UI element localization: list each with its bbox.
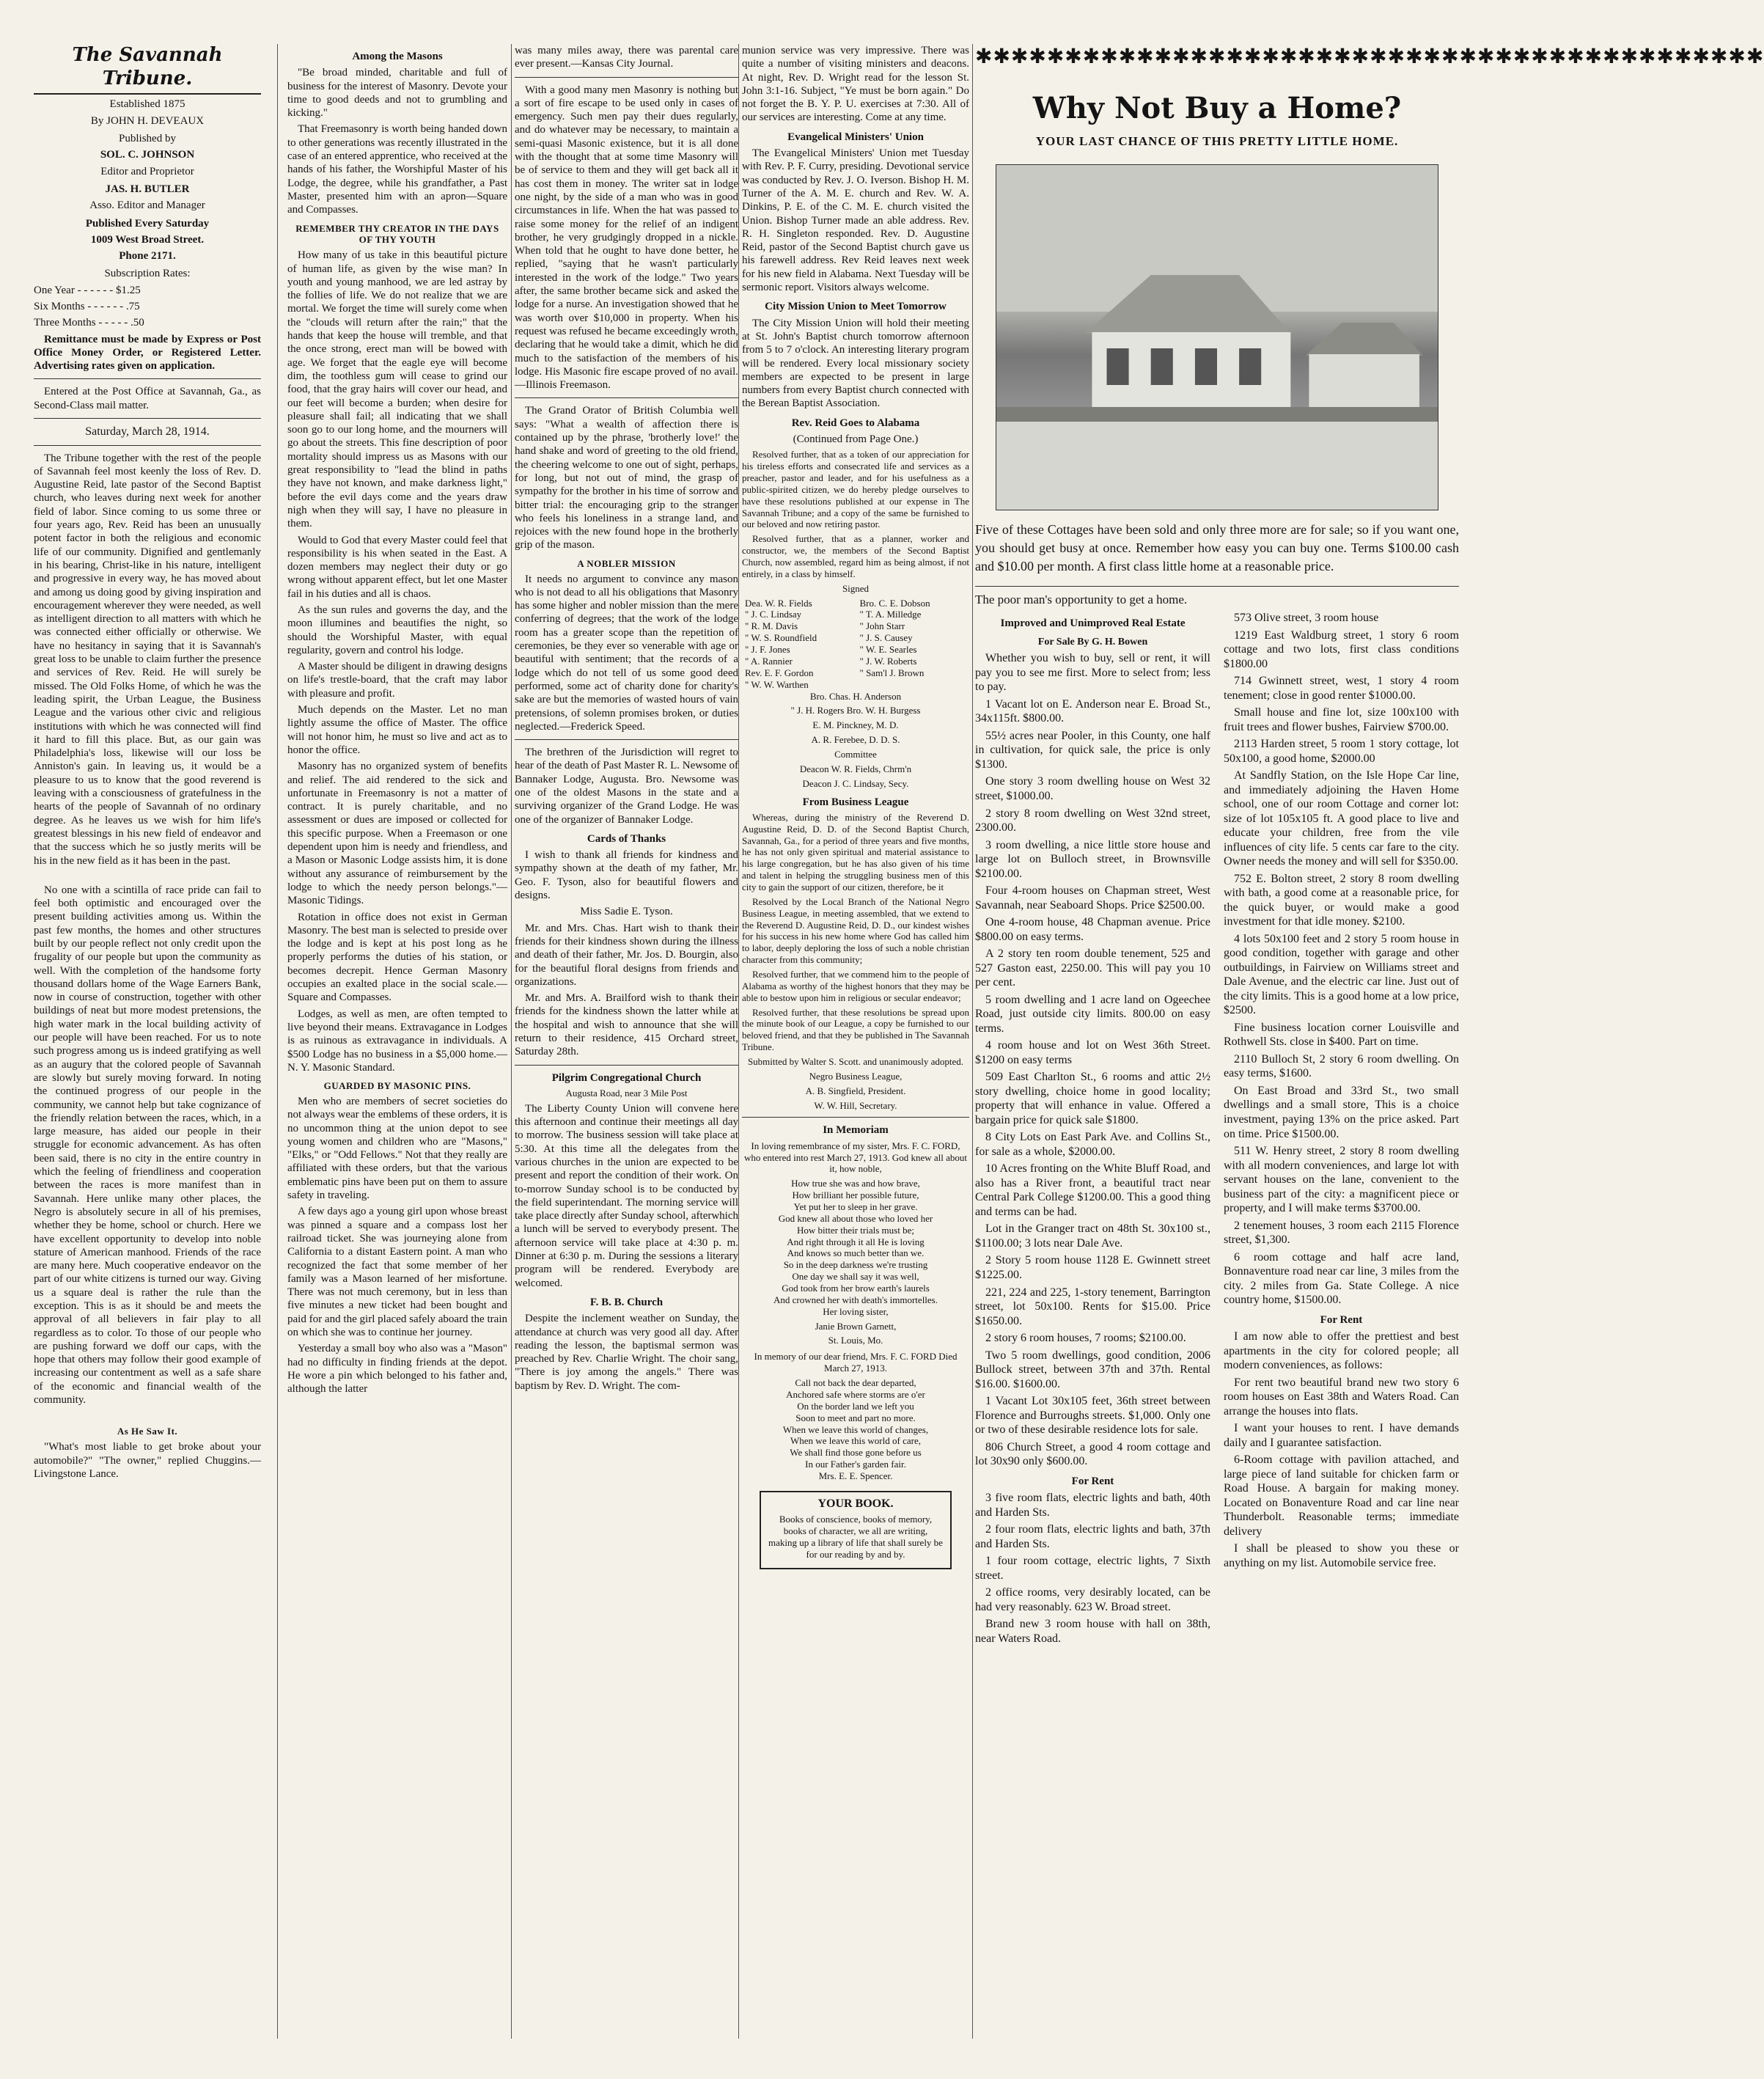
ad-subtitle: YOUR LAST CHANCE OF THIS PRETTY LITTLE HOME. [1035, 133, 1399, 148]
listing-item: 714 Gwinnett street, west, 1 story 4 room tenement; close in good renter $1000.00. [1224, 675, 1459, 702]
listing-item: On East Broad and 33rd St., two small dwellings and a small store, This is a choice investment, paying 13% on the price asked. Part on time. Price $1500.00. [1224, 1084, 1459, 1140]
reid-alabama-title: Rev. Reid Goes to Alabama [791, 417, 920, 429]
signature: Submitted by Walter S. Scott. and unanimously adopted. [747, 1056, 964, 1067]
column-1 [34, 44, 261, 2053]
article-paragraph: That Freemasonry is worth being handed down to other generations was recently illustrated in the case of an entered apprentice, who received at the hands of his father, the Worshipful Master of his Lodge, the degree, while his grandfather, a Past Master, presented him with an apron—Square and Compasses. [287, 123, 507, 216]
signature: Negro Business League, [809, 1070, 903, 1082]
rent-item: 2 office rooms, very desirably located, can be had very reasonably. 623 W. Broad street. [975, 1586, 1210, 1613]
signature-row [742, 620, 969, 632]
rent-item: I am now able to offer the prettiest and best apartments in the city for colored people; all modern conveniences, as follows: [1224, 1330, 1459, 1372]
listing-item: 55½ acres near Pooler, in this County, one half in cultivation, for quick sale, the price is only $1300. [975, 729, 1210, 771]
masthead-pub2: 1009 West Broad Street. [90, 233, 205, 246]
listing-item: Lot in the Granger tract on 48th St. 30x100 st., $1100.00; 3 lots near Dale Ave. [975, 1222, 1210, 1250]
rates-title: Subscription Rates: [104, 268, 191, 280]
signed-label: Signed [842, 582, 870, 594]
article-paragraph: Resolved further, that as a planner, worker and constructor, we, the members of the Second Baptist Church, now assembled, regard him as being almost, if not entirely, in a class by himself. [742, 533, 969, 579]
listing-item: At Sandfly Station, on the Isle Hope Car line, and immediately adjoining the Haven Home school, one of our room Cottage and corner lot: size of lot 105x105 ft. A good place to live and educate your children, free from the vile influences of city life. 5 cents car fare to the city. Owner needs the money and will sell for $350.00. [1224, 769, 1459, 868]
signature-row [742, 679, 969, 691]
article-paragraph: The Evangelical Ministers' Union met Tuesday with Rev. P. F. Curry, presiding. Devotional service was conducted by Rev. J. O. Iverson. Bishop H. M. Turner of the A. M. E. church and Rev. W. A. Dinkins, P. E. of the C. M. E. church visited the Union. Bishop Turner made an able address. Rev. R. H. Singleton responded. Rev. D. Augustine Reid, pastor of the Second Baptist church gave us his farewell address. Rev Reid leaves next week for his new field in Alabama. Next Tuesday will be sermonic report. Visitors always welcome. [742, 147, 969, 294]
article-paragraph: Yesterday a small boy who also was a "Mason" had no difficulty in finding friends at the depot. He wore a pin which belonged to his father and, although the latter [287, 1343, 507, 1396]
pilgrim-church-sub: Augusta Road, near 3 Mile Post [565, 1087, 688, 1099]
article-paragraph: Lodges, as well as men, are often tempted to live beyond their means. Extravagance in Lodges is as ruinous as extravagance in individuals. A $500 Lodge has no business in a $5,000 home.—N. Y. Masonic Standard. [287, 1008, 507, 1074]
signature-row [742, 644, 969, 656]
memoriam-poem [742, 1178, 969, 1305]
signature: Miss Sadie E. Tyson. [580, 906, 673, 918]
listing-item: 573 Olive street, 3 room house [1234, 611, 1379, 624]
listing-item: 2110 Bulloch St, 2 story 6 room dwelling. On easy terms, $1600. [1224, 1052, 1459, 1080]
your-book-body: Books of conscience, books of memory, books of character, we all are writing, making up a library of life that shall surely be for our reading by and by. [768, 1514, 943, 1560]
article-paragraph: How many of us take in this beautiful picture of human life, as given by the wise man? In youth and young manhood, we are led astray by the follies of life. We do not realize that we are mortal. We forget the time will surely come when the "clouds will return after the rain;" that the hands that keep the house will tremble, and that the once strong, erect man will be bowed with age. We forget that the eagle eye will become dim, the toothless gum will cease to grind our food, that the gray hairs will cover our head, and our feet will become a burden; when desire for pleasure shall fail; all indicating that we shall soon go to our long home, and the mourners will go about the streets. This fine description of poor mortality should impress us as Masons with our great responsibility to "lead the blind in paths they have not known, and make darkness light," before the evil days come and the years draw nigh when they will say, I have no pleasure in them. [287, 249, 507, 530]
your-book-box [760, 1491, 952, 1569]
listing-item: 511 W. Henry street, 2 story 8 room dwelling with all modern conveniences, and large lot with servant houses on the lane, convenient to the business part of the city: a magnificent piece or property, and I will make terms $3700.00. [1224, 1145, 1459, 1215]
signature-row [742, 667, 969, 679]
signature: Her loving sister, [823, 1305, 889, 1317]
poem-line: Call not back the dear departed, [795, 1377, 916, 1389]
editorial-building: No one with a scintilla of race pride can fail to feel both optimistic and encouraged over the present building activities among us. Within the past few months, the homes and other structures built by our people reflect not only credit upon the frugality of our people but upon the community as well. With the completion of the handsome forty thousand dollars home of the Wage Earners Bank, now in course of construction, together with other buildings of neat but more modest pretensions, the high water mark in the local building activity of our people will have been reached. For us to note such progress among us is indeed gratifying as well as an augury that the colored people of Savannah are slowly but surely moving forward. In noting the continued progress of our people in the community, we cannot help but take cognizance of the friendly relation between the races, which, in a large measure, has aided our people in their struggle for economic advancement. As has often been said, there is no city in the entire country in which the feeling of friendliness and cooperation between the races is more manifest than in Savannah. Here unlike many other places, the Negro is absolutely secure in all of his premises, whether they be home, school or church. Here we have excellent opportunity to develop into noble stature of American manhood. Friends of the race are many here. Much cooperative endeavor on the part of our white citizens is turned our way. Giving us a square deal is rather the rule than the exception. This is as it should be and meets the approval of all believers in fair play to all regardless as to color. To those of our people who are pushing forward we doff our caps, with the hope that others may follow their good example of increasing our contentment as well as a safe share of the economic and financial wealth of the community. [34, 884, 261, 1407]
poem-line: How bitter their trials must be; [797, 1224, 914, 1236]
article-paragraph: I wish to thank all friends for kindness and sympathy shown at the death of my father, Mr. Geo. F. Tyson, also for beautiful flowers and designs. [515, 849, 738, 902]
poem-line: Soon to meet and part no more. [795, 1412, 916, 1423]
column-5-real-estate [975, 44, 1764, 2053]
creator-title: REMEMBER THY CREATOR IN THE DAYS OF THY YOUTH [295, 222, 499, 246]
business-league-title: From Business League [802, 796, 909, 808]
signature: Deacon W. R. Fields, Chrm'n [799, 763, 912, 774]
poem-line: We shall find those gone before us [790, 1447, 922, 1459]
masthead-publisher-role: Editor and Proprietor [100, 165, 194, 177]
fbb-church-title: F. B. B. Church [589, 1296, 664, 1308]
article-paragraph: Resolved further, that as a token of our appreciation for his tireless efforts and consecrated life and services as a preacher, pastor and leader, and for his usefulness as a public-spirited citizen, we do hereby pledge ourselves to have these resolutions published at our expense in The Savannah Tribune; and a copy of the same be furnished to our beloved and now retiring pastor. [742, 449, 969, 530]
city-mission-title: City Mission Union to Meet Tomorrow [765, 301, 947, 313]
guarded-title: GUARDED BY MASONIC PINS. [323, 1080, 471, 1092]
signature-row [742, 609, 969, 620]
listing-item: 2 Story 5 room house 1128 E. Gwinnett street $1225.00. [975, 1254, 1210, 1281]
listing-item: 509 East Charlton St., 6 rooms and attic 2½ story dwelling, choice home in good locality; property that will enhance in value. Offered a bargain price for quick sale $1800. [975, 1071, 1210, 1126]
signature: A. R. Ferebee, D. D. S. [811, 734, 900, 746]
cards-of-thanks-title: Cards of Thanks [587, 832, 666, 845]
poem-line: When we leave this world of care, [790, 1435, 921, 1447]
rent-item: 1 four room cottage, electric lights, 7 Sixth street. [975, 1555, 1210, 1582]
signature-cell: " J. F. Jones [745, 644, 790, 656]
listing-item: 752 E. Bolton street, 2 story 8 room dwelling with bath, a good come at a reasonable price, for the quick buyer, or would make a good investment for that idle money. $2100. [1224, 872, 1459, 928]
your-book-title: YOUR BOOK. [817, 1497, 894, 1510]
listing-item: 4 room house and lot on West 36th Street. $1200 on easy terms [975, 1039, 1210, 1066]
column-rule [738, 44, 739, 2039]
article-paragraph: Mr. and Mrs. Chas. Hart wish to thank their friends for their kindness shown during the illness and death of their father, Mr. Jos. D. Bourgin, also for the beautiful floral designs from friends and organizations. [515, 922, 738, 988]
masthead-pub1: Published Every Saturday [85, 217, 210, 230]
signature: Committee [834, 748, 877, 760]
column-rule [972, 44, 973, 2039]
rate-line: One Year - - - - - - $1.25 [34, 284, 141, 296]
poem-line: God took from her brow earth's laurels [782, 1283, 930, 1294]
signature-cell: " Sam'l J. Brown [859, 667, 925, 678]
signature-cell: " R. M. Davis [745, 620, 798, 632]
rate-line: Six Months - - - - - - .75 [34, 301, 140, 312]
memoriam-intro: In loving remembrance of my sister, Mrs. F. C. FORD, who entered into rest March 27, 1913. God knew all about it, how noble, [744, 1140, 967, 1175]
article-paragraph: Resolved further, that these resolutions be spread upon the minute book of our League, a copy be furnished to our beloved friend, and that they be published in The Savannah Tribune. [742, 1006, 969, 1053]
article-paragraph: With a good many men Masonry is nothing but a sort of fire escape to be used only in cases of emergency. Such men pay their dues regularly, and do whatever may be necessary, to maintain a semi-quasi Masonic existence, but it is all done with the thought that at some time Masonry will be of service to them and they will get back all it has cost them in money. The writer sat in lodge one night, by the side of a man who was in good circumstances in life. When the hat was passed to raise some money for the relief of an indigent brother, he very grudgingly dropped in a nickle. When told that he ought to have done better, he replied, "saying that he wasn't particularly interested in the work of the lodge." Two years after, the same brother became sick and asked the lodge for a nurse. An investigation showed that he was worth over $10,000 in property. When his request was refused he became exceedingly wroth, declaring that he would take a dimit, which he did much to the satisfaction of the members of his lodge. His Masonic fire escape proved of no avail.—Illinois Freemason. [515, 84, 738, 392]
rate-line: Three Months - - - - - .50 [34, 317, 144, 329]
memoriam-poem [742, 1377, 969, 1470]
reid-alabama-sub: (Continued from Page One.) [793, 433, 919, 446]
listing-item: Fine business location corner Louisville and Rothwell Sts. close in $400. Part on time. [1224, 1021, 1459, 1049]
listing-item: 8 City Lots on East Park Ave. and Collins St., for sale as a whole, $2000.00. [975, 1131, 1210, 1158]
rent-item: I shall be pleased to show you these or anything on my list. Automobile service free. [1224, 1542, 1459, 1569]
column-3 [515, 44, 738, 2053]
cottages-photo [996, 164, 1438, 510]
column-rule [277, 44, 278, 2039]
article-paragraph: Much depends on the Master. Let no man lightly assume the office of Master. The office will not honor him, he must so live and act as to honor the office. [287, 704, 507, 756]
real-estate-sub: For Sale By G. H. Bowen [1037, 637, 1148, 648]
masthead-founder: By JOHN H. DEVEAUX [90, 114, 205, 127]
article-paragraph: It needs no argument to convince any mason who is not dead to all his obligations that Masonry has some higher and nobler mission than the mere conferring of degrees; that the work of the lodge room has a greater scope than the repetition of ceremonies, be they ever so venerable with age or beautiful with sentiment; that the records of a lodge which do not tell of us some good deed performed, some act of charity done for charity's sake are but the memories of wasted hours of vain pretensions, of solemn promises broken, or duties neglected.—Frederick Speed. [515, 573, 738, 733]
signature-table [742, 598, 969, 691]
signature-cell: " J. W. Roberts [859, 655, 917, 667]
masthead-asso-role: Asso. Editor and Manager [89, 199, 205, 212]
article-paragraph: Whereas, during the ministry of the Reverend D. Augustine Reid, D. D. of the Second Baptist Church, Savannah, Ga., for a period of three years and five months, he has not only given spiritual and material assistance to his large congregation, but he has also given of his time and talent in helping the struggling business men of this city to gain the support of our citizen, therefore, be it [742, 811, 969, 892]
signature-cell: " W. E. Searles [859, 644, 917, 656]
signature-cell: Bro. C. E. Dobson [859, 597, 930, 609]
signature: W. W. Hill, Secretary. [814, 1099, 897, 1111]
poem-line: On the border land we left you [797, 1400, 914, 1412]
listing-item: One story 3 room dwelling house on West 32 street, $1000.00. [975, 775, 1210, 802]
poem-line: One day we shall say it was well, [792, 1271, 919, 1283]
signature-cell: Dea. W. R. Fields [745, 597, 812, 609]
signature-cell: " W. S. Roundfield [745, 632, 817, 644]
pilgrim-church-title: Pilgrim Congregational Church [551, 1071, 702, 1084]
rent-item: For rent two beautiful brand new two story 6 room houses on East 38th and Waters Road. Can arrange the houses into flats. [1224, 1376, 1459, 1418]
as-he-saw-it-body: "What's most liable to get broke about your automobile?" "The owner," replied Chuggins.—Livingstone Lance. [34, 1441, 261, 1480]
signature-cell: " A. Rannier [745, 655, 793, 667]
poem-line: And crowned her with death's immortelles. [773, 1294, 938, 1305]
listing-item: 1 Vacant lot on E. Anderson near E. Broad St., 34x115ft. $800.00. [975, 697, 1210, 725]
masthead-asso-editor: JAS. H. BUTLER [105, 183, 190, 195]
article-paragraph: Rotation in office does not exist in German Masonry. The best man is selected to preside over the lodge and is kept at his post long as he properly performs the duties of his station, or becomes decrepit. Hence German Masonry occupies an exalted place in the social scale.—Square and Compasses. [287, 911, 507, 1004]
article-paragraph: Would to God that every Master could feel that responsibility is his when seated in the East. A dozen members may neglect their duty or go wrong without apparent effect, but let one Master fail in his duties and all is chaos. [287, 534, 507, 600]
among-the-masons-title: Among the Masons [352, 51, 443, 62]
poem-line: So in the deep darkness we're trusting [783, 1259, 928, 1271]
real-estate-title: Improved and Unimproved Real Estate [1000, 617, 1186, 629]
poem-line: God knew all about those who loved her [778, 1212, 933, 1224]
column-2 [287, 44, 507, 2053]
listing-item: Whether you wish to buy, sell or rent, it will pay you to see me first. More to select from; less to pay. [975, 652, 1210, 694]
rent-item: 2 four room flats, electric lights and bath, 37th and Harden Sts. [975, 1523, 1210, 1550]
listing-item: 10 Acres fronting on the White Bluff Road, and also has a River front, a beautiful tract near Central Park College $1200.00. This a good thing and terms can be had. [975, 1162, 1210, 1218]
signature-row [742, 656, 969, 667]
poem-line: Yet put her to sleep in her grave. [793, 1201, 918, 1213]
signature: E. M. Pinckney, M. D. [812, 719, 899, 731]
memoriam-intro: In memory of our dear friend, Mrs. F. C. FORD Died March 27, 1913. [754, 1351, 958, 1374]
listing-item: 4 lots 50x100 feet and 2 story 5 room house in good condition, together with garage and other outbuildings, in Fairview on Williams street and Dale Avenue, and the electric car line. Just out of the city limits. This is a good home at a low price, $2500. [1224, 932, 1459, 1017]
poem-line: How brilliant her possible future, [792, 1189, 919, 1201]
masthead-published-by: Published by [119, 133, 176, 145]
nobler-mission-title: A NOBLER MISSION [577, 557, 676, 569]
in-memoriam-title: In Memoriam [823, 1124, 889, 1137]
listing-item: 5 room dwelling and 1 acre land on Ogeechee Road, just outside city limits. 800.00 on easy terms. [975, 993, 1210, 1035]
listing-item: 806 Church Street, a good 4 room cottage and lot 30x90 only $600.00. [975, 1440, 1210, 1468]
evangelical-union-title: Evangelical Ministers' Union [787, 131, 924, 143]
listing-item: Four 4-room houses on Chapman street, West Savannah, near Seaboard Shops. Price $2500.00. [975, 884, 1210, 912]
listing-item: Two 5 room dwellings, good condition, 2006 Bullock street, between 37th and 37th. Rental $16.00. $1600.00. [975, 1349, 1210, 1390]
article-paragraph: Mr. and Mrs. A. Brailford wish to thank their friends for the kindness shown the latter while at the hospital and wish to announce that she will return to their residence, 415 Orchard street, Saturday 28th. [515, 992, 738, 1058]
decorative-border: ✱✱✱✱✱✱✱✱✱✱✱✱✱✱✱✱✱✱✱✱✱✱✱✱✱✱✱✱✱✱✱✱✱✱✱✱✱✱✱✱✱✱✱✱ [975, 44, 1764, 68]
signature: A. B. Singfield, President. [805, 1085, 906, 1096]
masthead-established: Established 1875 [109, 98, 185, 111]
signature: St. Louis, Mo. [828, 1335, 883, 1346]
article-paragraph: Resolved by the Local Branch of the National Negro Business League, in meeting assembled, that we extend to the Reverend D. Augustine Reid, D. D., our kindest wishes for his success in his new home where God has called him to labor, deeply deploring the loss of such a noble christian character from this community; [742, 895, 969, 966]
signature-cell: " J. S. Causey [859, 632, 913, 644]
poem-line: Anchored safe where storms are o'er [786, 1388, 925, 1400]
masthead-phone: Phone 2171. [119, 250, 176, 263]
listing-item: One 4-room house, 48 Chapman avenue. Price $800.00 on easy terms. [975, 916, 1210, 943]
article-paragraph: The City Mission Union will hold their meeting at St. John's Baptist church tomorrow afternoon from 5 to 7 o'clock. An interesting literary program will be rendered. Every local missionary society members are expected to be present in large numbers from every Baptist church connected with the Berean Baptist Association. [742, 317, 969, 410]
listing-item: 6 room cottage and half acre land, Bonnaventure road near car line, 3 miles from the city. 2 miles from Ga. State College. A nice country home, $1500.00. [1224, 1250, 1459, 1307]
article-paragraph: The Grand Orator of British Columbia well says: "What a wealth of affection there is contained up by the phrase, 'brotherly love!' the hand shake and word of greeting to the old friend, the cheering welcome to one out of sight, perhaps, for long, but not out of mind, the grasp of sympathy for the brother in his time of sorrow and bitter trial: the encouraging grip to the stranger who feels his loneliness in a strange land, and rejoices with the new found hope in the brotherly grip of the mason. [515, 405, 738, 551]
remittance-note: Remittance must be made by Express or Post Office Money Order, or Registered Letter. Advertising rates given on application. [34, 333, 261, 373]
rent-item: 3 five room flats, electric lights and bath, 40th and Harden Sts. [975, 1491, 1210, 1519]
article-paragraph: The brethren of the Jurisdiction will regret to hear of the death of Past Master R. L. Newsome of Bannaker Lodge, Augusta. Bro. Newsome was one of the oldest Masons in the state and a surviving organizer of the Grand Lodge. He was one of the organizer of Bannaker Lodge. [515, 747, 738, 826]
signature: Bro. Chas. H. Anderson [809, 690, 902, 702]
rent-item: 6-Room cottage with pavilion attached, and large piece of land suitable for chicken farm or Road House. A bargain for making money. Located on Bonaventure Road and car line near Thunderbolt. Reasonable terms; immediate delivery [1224, 1453, 1459, 1538]
signature-row [742, 632, 969, 644]
ad-caption: Five of these Cottages have been sold and only three more are for sale; so if you want one, you should get busy at once. Remember how easy you can buy one. Terms $100.00 cash and $10.00 per month. A first class little home at a reasonable price. [975, 521, 1459, 574]
signature-cell: " J. C. Lindsay [745, 609, 802, 620]
listing-item: 2 story 8 room dwelling on West 32nd street, 2300.00. [975, 807, 1210, 835]
ad-title: Why Not Buy a Home? [1032, 91, 1402, 126]
poem-line: How true she was and how brave, [791, 1178, 920, 1189]
rent-item: Brand new 3 room house with hall on 38th, near Waters Road. [975, 1618, 1210, 1645]
as-he-saw-it-title: As He Saw It. [117, 1426, 178, 1437]
article-paragraph: Men who are members of secret societies do not always wear the emblems of these orders, it is no uncommon thing at the union depot to see young women and children who are "Masons," "Elks," or "Odd Fellows." Not that they really are affiliated with these orders, but that the various emblematic pins have been put on them to assure safety in traveling. [287, 1095, 507, 1202]
article-paragraph: Resolved further, that we commend him to the people of Alabama as worthy of the highest honors that they may be able to bestow upon him in religious or secular endeavor; [742, 968, 969, 1003]
signature-row [742, 598, 969, 609]
article-paragraph: munion service was very impressive. There was quite a number of visiting ministers and deacons. At night, Rev. D. Wright read for the lesson St. John 3:1-16. Subject, "Ye must be born again." Do not forget the B. Y. P. U. exercises at 7:30. All of our services are interesting. Come at any time. [742, 45, 969, 124]
signature-cell: Rev. E. F. Gordon [745, 667, 814, 678]
article-paragraph: As the sun rules and governs the day, and the moon illumines and beautifies the night, so should the Worshipful Master, with equal regularity, govern and control his lodge. [287, 604, 507, 656]
signature-cell: " T. A. Milledge [859, 609, 922, 620]
signature: " J. H. Rogers Bro. W. H. Burgess [790, 705, 921, 716]
column-4 [742, 44, 969, 2053]
issue-date: Saturday, March 28, 1914. [85, 425, 210, 439]
poem-line: When we leave this world of changes, [782, 1423, 929, 1435]
signature-cell: " W. W. Warthen [745, 678, 809, 690]
masthead-title: The Savannah Tribune. [34, 44, 261, 95]
for-rent-title: For Rent [1071, 1475, 1114, 1487]
listing-item: Small house and fine lot, size 100x100 with fruit trees and flower bushes, Fairview $700.00. [1224, 706, 1459, 733]
entered-note: Entered at the Post Office at Savannah, Ga., as Second-Class mail matter. [34, 386, 261, 411]
article-paragraph: A few days ago a young girl upon whose breast was pinned a square and a compass lost her railroad ticket. She was journeying alone from California to a distant Eastern point. A man who recognized the fact that some member of her family was a Mason learned of her misfortune. There was not much ceremony, but in less than five minutes a new ticket had been bought and paid for and the girl placed safely aboard the train on which she was to continue her journey. [287, 1206, 507, 1338]
signature-cell: " John Starr [859, 620, 905, 632]
article-paragraph: was many miles away, there was parental care ever present.—Kansas City Journal. [515, 45, 738, 70]
listing-item: 1219 East Waldburg street, 1 story 6 room cottage and two lots, first class conditions $1800.00 [1224, 628, 1459, 670]
poem-line: In our Father's garden fair. [805, 1459, 906, 1470]
poem-line: And right through it all He is loving [787, 1236, 925, 1247]
listings-right [1224, 611, 1459, 1649]
listing-item: 2113 Harden street, 5 room 1 story cottage, lot 50x100, a good home, $2000.00 [1224, 738, 1459, 765]
ad-lead: The poor man's opportunity to get a home. [975, 593, 1188, 607]
editorial-reid: The Tribune together with the rest of the people of Savannah feel most keenly the loss of Rev. D. Augustine Reid, late pastor of the Second Baptist church, who leaves during next week for another field of labor. Since coming to us some three or four years ago, Rev. Reid has been an unusually potent factor in both the religious and economic life of our community. Dignified and gentlemanly in his bearing, Christ-like in his nature, intelligent and progressive in every way, he has moved about and among us doing good by giving inspiration and encouragement wherever they were needed, as well as intelligent direction to all matters with which he was connected either officially or otherwise. We have no hesitancy in saying that it is Savannah's great loss to be unable to claim further the presence and services of Rev. Reid. He will surely be missed. The Old Folks Home, of which he was the leading spirit, the Urban League, the Business League and the various other civic and religious institutions with which he was connected will find it hard to fill this place. But, as our gain was Philadelphia's loss, likewise will our loss be Anniston's gain. In leaving us, it would be a pleasure to us to know that the good reverend is leaving with a consciousness of gratefulness in the hearts of the people of Savannah of no ordinary degree. As he leaves us we wish for him life's greatest blessings in his new field of endeavor and that the success which he so justly merits will be his in the new field as it has been in the past. [34, 452, 261, 867]
article-paragraph: The Liberty County Union will convene here this afternoon and continue their meetings all day to morrow. The business session will take place at 5:30. At this time all the delegates from the various churches in the union are expected to be present and report the condition of their work. On to-morrow Sunday school is to be conducted by the field superintendant. The morning service will take place directly after Sunday school, afterwhich a lunch will be served to everybody present. The afternoon service will take place at 4:30 p. m. Dinner at 6:30 p. m. During the sessions a literary program will be rendered. Everybody are welcomed. [515, 1102, 738, 1289]
article-paragraph: A Master should be diligent in drawing designs on life's trestle-board, that the craft may labor with pleasure and profit. [287, 661, 507, 700]
listing-item: A 2 story ten room double tenement, 525 and 527 Gaston east, 2250.00. This will pay you 10 per cent. [975, 947, 1210, 989]
for-rent-title: For Rent [1320, 1313, 1363, 1326]
listing-item: 2 tenement houses, 3 room each 2115 Florence street, $1,300. [1224, 1219, 1459, 1247]
signature: Janie Brown Garnett, [815, 1320, 897, 1332]
listing-item: 3 room dwelling, a nice little store house and large lot on Bulloch street, in Brownsville $2100.00. [975, 838, 1210, 880]
masthead-publisher: SOL. C. JOHNSON [100, 149, 195, 161]
listing-item: 2 story 6 room houses, 7 rooms; $2100.00. [985, 1332, 1186, 1345]
poem-line: And knows so much better than we. [787, 1247, 925, 1259]
signature-cell [857, 679, 969, 691]
listing-item: 221, 224 and 225, 1-story tenement, Barrington street, lot 50x100. Rents for $15.00. Price $1650.00. [975, 1286, 1210, 1327]
column-rule [511, 44, 512, 2039]
article-paragraph: Masonry has no organized system of benefits and relief. The aid rendered to the sick and unfortunate in Freemasonry is not a matter of contract. It is purely charitable, and no assessment or dues are imposed or collected for this specific purpose. When a Freemason or one dependent upon him is needy and friendless, and a Mason or Masonic Lodge assists him, it is done without any assurance of reimbursement by the lodge to which the needy person belongs."—Masonic Tidings. [287, 760, 507, 907]
rent-item: I want your houses to rent. I have demands daily and I guarantee satisfaction. [1224, 1422, 1459, 1449]
article-paragraph: Despite the inclement weather on Sunday, the attendance at church was very good all day. After reading the lesson, the baptismal sermon was preached by Rev. Charlie Wright. The choir sang, "There is joy among the angels." There was baptism by Rev. D. Wright. The com- [515, 1313, 738, 1392]
listing-item: 1 Vacant Lot 30x105 feet, 36th street between Florence and Burroughs streets. $1,000. Only one or two of these desirable residence lots for sale. [975, 1395, 1210, 1437]
signature: Deacon J. C. Lindsay, Secy. [802, 777, 909, 789]
article-paragraph: "Be broad minded, charitable and full of business for the interest of Masonry. Devote your time to good deeds and not to grumbling and kicking." [287, 67, 507, 120]
listings-left [975, 611, 1210, 1649]
signature: Mrs. E. E. Spencer. [818, 1470, 893, 1481]
